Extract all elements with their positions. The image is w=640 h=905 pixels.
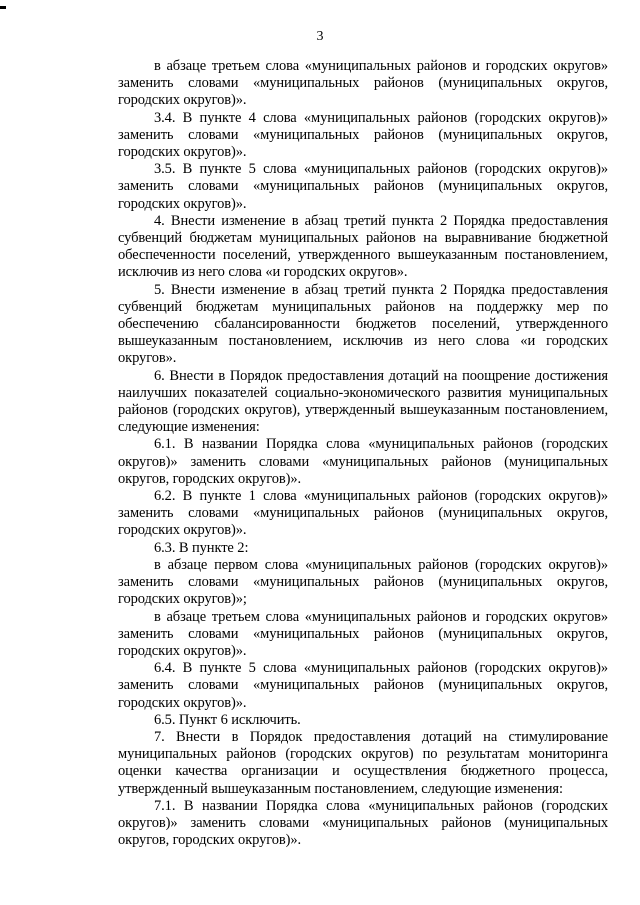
paragraph-1: в абзаце третьем слова «муниципальных районов и городских округов» заменить словами «муниципальных районов (муниципальных округов, городских округов)». bbox=[118, 58, 608, 109]
page-number: 3 bbox=[316, 29, 324, 44]
paragraph-8: 6.2. В пункте 1 слова «муниципальных районов (городских округов)» заменить словами «муниципальных районов (муниципальных округов, городских округов)». bbox=[118, 488, 608, 539]
paragraph-6: 6. Внести в Порядок предоставления дотаций на поощрение достижения наилучших показателей социально-экономического развития муниципальных районов (городских округов), утвержденный вышеуказанным постановлением, следующие изменения: bbox=[118, 367, 608, 436]
paragraph-10: в абзаце первом слова «муниципальных районов (городских округов)» заменить словами «муниципальных районов (муниципальных округов, городских округов)»; bbox=[118, 556, 608, 608]
paragraph-5: 5. Внести изменение в абзац третий пункта 2 Порядка предоставления субвенций бюджетам муниципальных районов на поддержку мер по обеспечению сбалансированности бюджетов поселений, утвержденного вышеуказанным постановлением, исключив из него слова «и городских округов». bbox=[118, 281, 608, 367]
paragraph-14: 7. Внести в Порядок предоставления дотаций на стимулирование муниципальных районов (городских округов) по результатам мониторинга оценки качества организации и осуществления бюджетного процесса, утвержденный вышеуказанным постановлением, следующие изменения: bbox=[118, 728, 608, 797]
document-body bbox=[118, 58, 608, 849]
paragraph-11: в абзаце третьем слова «муниципальных районов и городских округов» заменить словами «муниципальных районов (муниципальных округов, городских округов)». bbox=[118, 608, 608, 659]
paragraph-3: 3.5. В пункте 5 слова «муниципальных районов (городских округов)» заменить словами «муниципальных районов (муниципальных округов, городских округов)». bbox=[118, 161, 608, 212]
paragraph-13: 6.5. Пункт 6 исключить. bbox=[154, 711, 301, 728]
paragraph-9: 6.3. В пункте 2: bbox=[154, 539, 249, 556]
scan-edge-mark bbox=[0, 6, 6, 9]
paragraph-7: 6.1. В названии Порядка слова «муниципальных районов (городских округов)» заменить словами «муниципальных районов (муниципальных округов, городских округов)». bbox=[118, 436, 608, 487]
paragraph-4: 4. Внести изменение в абзац третий пункта 2 Порядка предоставления субвенций бюджетам муниципальных районов на выравнивание бюджетной обеспеченности поселений, утвержденного вышеуказанным постановлением, исключив из него слова «и городских округов». bbox=[118, 212, 608, 281]
paragraph-12: 6.4. В пункте 5 слова «муниципальных районов (городских округов)» заменить словами «муниципальных районов (муниципальных округов, городских округов)». bbox=[118, 660, 608, 711]
paragraph-15: 7.1. В названии Порядка слова «муниципальных районов (городских округов)» заменить словами «муниципальных районов (муниципальных округов, городских округов)». bbox=[118, 797, 608, 849]
paragraph-2: 3.4. В пункте 4 слова «муниципальных районов (городских округов)» заменить словами «муниципальных районов (муниципальных округов, городских округов)». bbox=[118, 109, 608, 161]
